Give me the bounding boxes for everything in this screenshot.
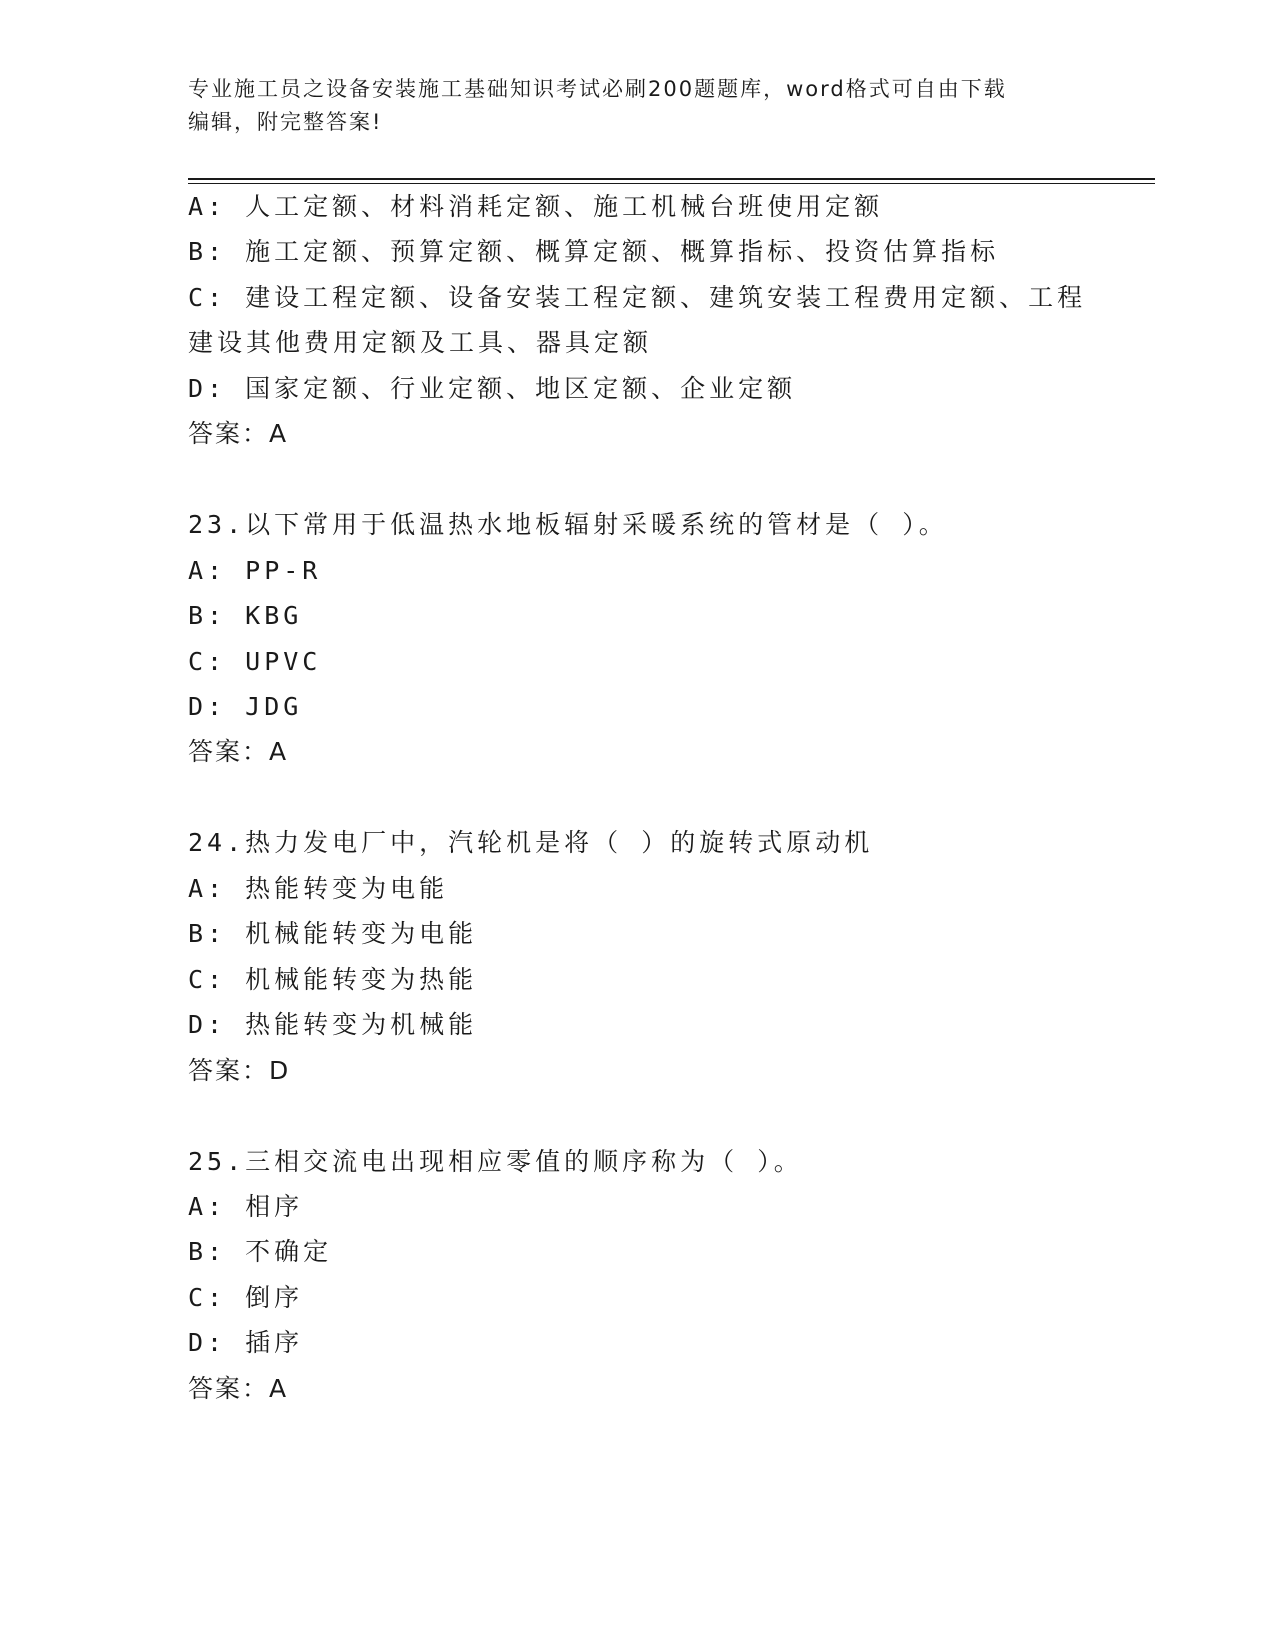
header-title-line2: 编辑，附完整答案! <box>188 110 383 134</box>
q22-option-c-line1: C: 建设工程定额、设备安装工程定额、建筑安装工程费用定额、工程 <box>188 283 1087 312</box>
q22-option-a: A: 人工定额、材料消耗定额、施工机械台班使用定额 <box>188 192 884 221</box>
q23-answer: 答案：A <box>188 737 289 766</box>
header-divider-thick <box>188 178 1155 180</box>
q25-question: 25.三相交流电出现相应零值的顺序称为（ ）。 <box>188 1147 803 1176</box>
q24-option-b: B: 机械能转变为电能 <box>188 919 478 948</box>
q24-question: 24.热力发电厂中，汽轮机是将（ ）的旋转式原动机 <box>188 828 874 857</box>
q25-option-d: D: 插序 <box>188 1328 304 1357</box>
q24-answer: 答案：D <box>188 1056 291 1085</box>
q24-option-a: A: 热能转变为电能 <box>188 874 449 903</box>
q24-option-c: C: 机械能转变为热能 <box>188 965 478 994</box>
q23-option-c: C: UPVC <box>188 647 322 676</box>
document-header <box>188 73 1088 139</box>
header-divider-thin <box>188 183 1155 184</box>
q23-question: 23.以下常用于低温热水地板辐射采暖系统的管材是（ ）。 <box>188 510 948 539</box>
q22-option-b: B: 施工定额、预算定额、概算定额、概算指标、投资估算指标 <box>188 237 1000 266</box>
q25-answer: 答案：A <box>188 1374 289 1403</box>
q23-option-a: A: PP-R <box>188 556 322 585</box>
q23-option-d: D: JDG <box>188 692 303 721</box>
q25-option-a: A: 相序 <box>188 1192 304 1221</box>
q22-option-d: D: 国家定额、行业定额、地区定额、企业定额 <box>188 374 797 403</box>
q22-option-c-line2: 建设其他费用定额及工具、器具定额 <box>188 328 653 357</box>
q24-option-d: D: 热能转变为机械能 <box>188 1010 478 1039</box>
q22-answer: 答案：A <box>188 419 289 448</box>
header-title-line1: 专业施工员之设备安装施工基础知识考试必刷200题题库，word格式可自由下载 <box>188 77 1007 101</box>
q23-option-b: B: KBG <box>188 601 303 630</box>
q25-option-c: C: 倒序 <box>188 1283 304 1312</box>
q25-option-b: B: 不确定 <box>188 1237 333 1266</box>
